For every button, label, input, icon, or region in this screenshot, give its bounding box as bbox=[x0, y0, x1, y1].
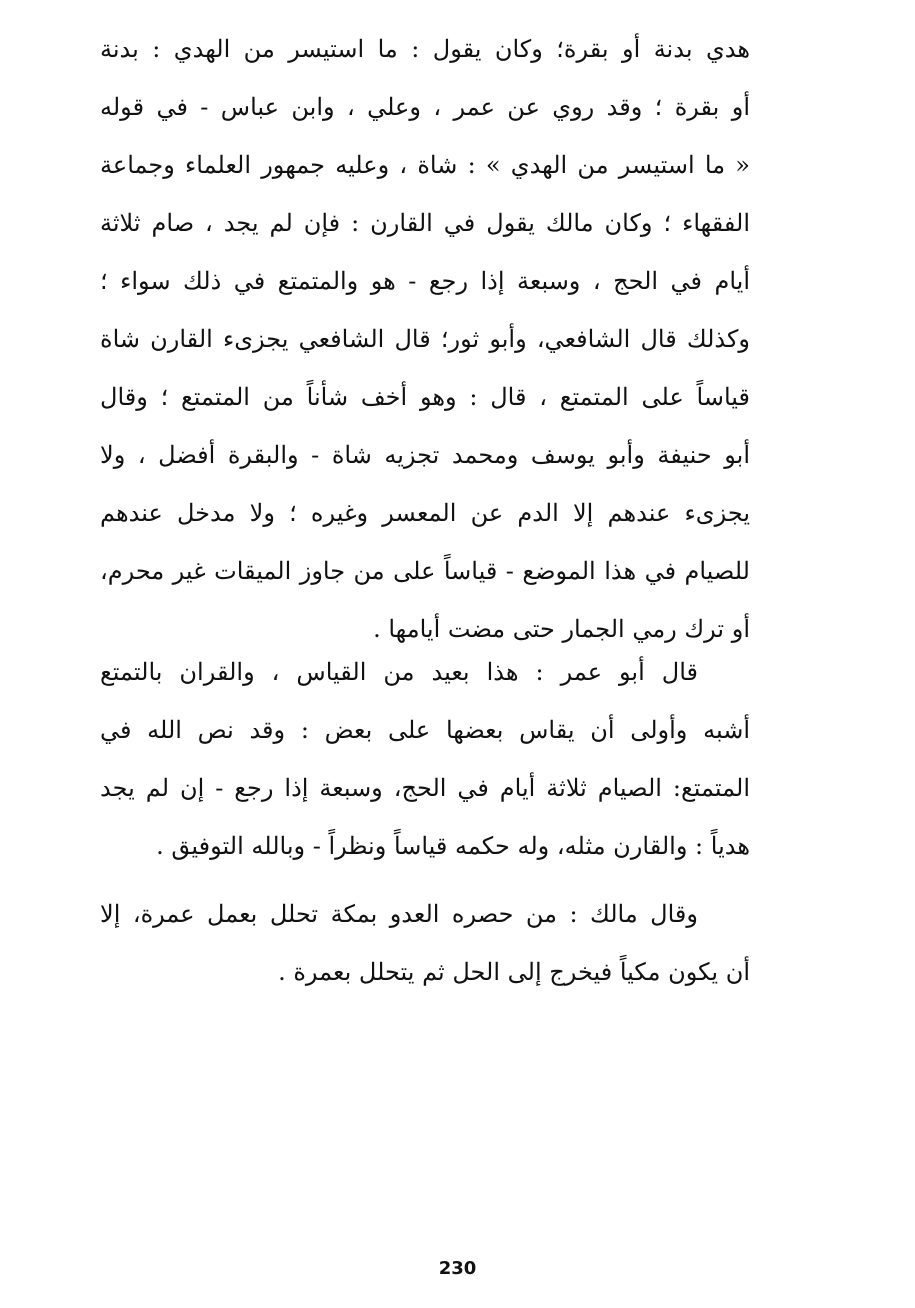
paragraph-1 bbox=[100, 20, 750, 658]
text-line: أيام في الحج ، وسبعة إذا رجع - هو والمتمتع في ذلك سواء ؛ bbox=[100, 267, 750, 295]
text-line: « ما استيسر من الهدي » : شاة ، وعليه جمهور العلماء وجماعة bbox=[100, 151, 750, 179]
text-line: هدياً : والقارن مثله، وله حكمه قياساً ونظراً - وبالله التوفيق . bbox=[156, 832, 750, 860]
page-number: 230 bbox=[438, 1258, 477, 1279]
text-line: الفقهاء ؛ وكان مالك يقول في القارن : فإن لم يجد ، صام ثلاثة bbox=[100, 209, 750, 237]
text-line: أن يكون مكياً فيخرج إلى الحل ثم يتحلل بعمرة . bbox=[278, 958, 750, 986]
text-line: وكذلك قال الشافعي، وأبو ثور؛ قال الشافعي يجزىء القارن شاة bbox=[100, 325, 750, 353]
paragraph-2 bbox=[100, 643, 750, 875]
text-line: قياساً على المتمتع ، قال : وهو أخف شأناً من المتمتع ؛ وقال bbox=[100, 383, 750, 411]
text-line: أو ترك رمي الجمار حتى مضت أيامها . bbox=[373, 615, 750, 643]
text-line: هدي بدنة أو بقرة؛ وكان يقول : ما استيسر من الهدي : بدنة bbox=[100, 35, 750, 63]
text-line: قال أبو عمر : هذا بعيد من القياس ، والقران بالتمتع bbox=[100, 658, 698, 686]
paragraph-3 bbox=[100, 885, 750, 1001]
text-line: أبو حنيفة وأبو يوسف ومحمد تجزيه شاة - والبقرة أفضل ، ولا bbox=[100, 441, 750, 469]
text-line: أو بقرة ؛ وقد روي عن عمر ، وعلي ، وابن عباس - في قوله bbox=[100, 93, 750, 121]
text-line: أشبه وأولى أن يقاس بعضها على بعض : وقد نص الله في bbox=[100, 716, 750, 744]
text-line: للصيام في هذا الموضع - قياساً على من جاوز الميقات غير محرم، bbox=[100, 557, 750, 585]
text-line: يجزىء عندهم إلا الدم عن المعسر وغيره ؛ ولا مدخل عندهم bbox=[100, 499, 750, 527]
text-line: وقال مالك : من حصره العدو بمكة تحلل بعمل عمرة، إلا bbox=[100, 900, 698, 928]
text-line: المتمتع: الصيام ثلاثة أيام في الحج، وسبعة إذا رجع - إن لم يجد bbox=[100, 774, 750, 802]
